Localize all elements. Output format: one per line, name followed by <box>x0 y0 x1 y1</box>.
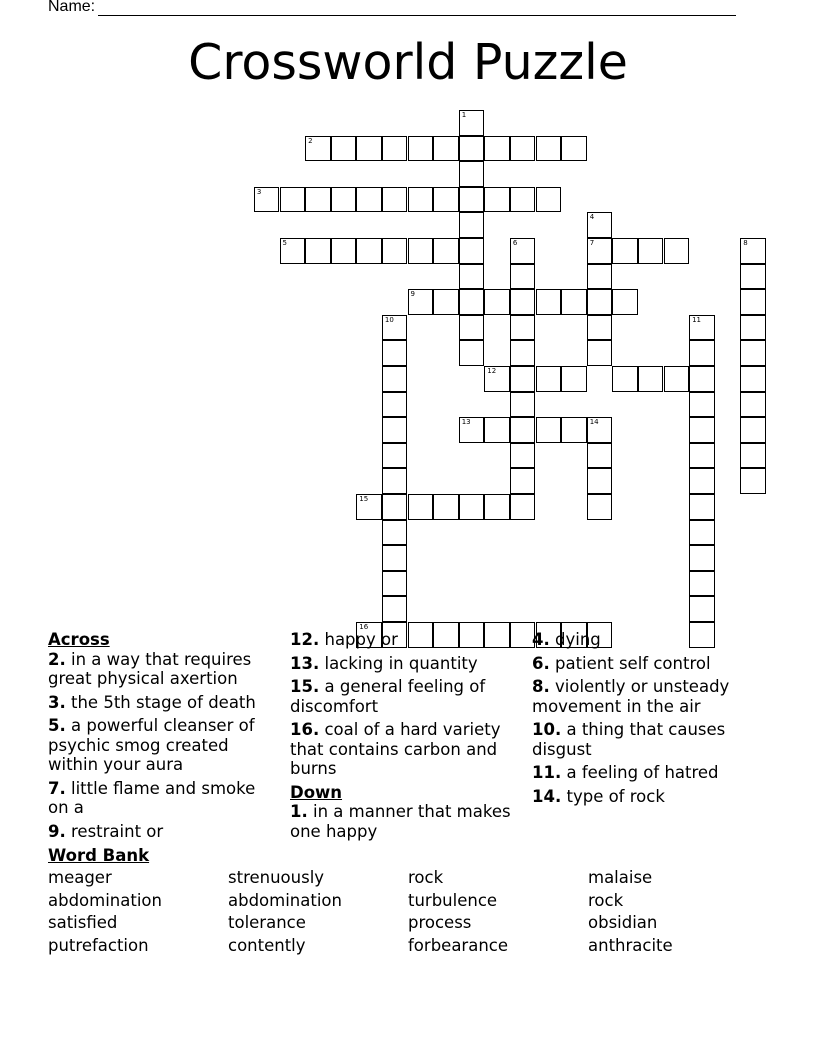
grid-cell[interactable] <box>587 494 613 520</box>
grid-cell[interactable] <box>689 571 715 597</box>
word-bank-word: malaise <box>588 868 653 887</box>
grid-cell[interactable] <box>356 136 382 162</box>
grid-cell[interactable] <box>587 340 613 366</box>
down-header: Down <box>290 782 343 802</box>
word-bank-word: putrefaction <box>48 936 149 955</box>
grid-cell[interactable] <box>587 238 613 264</box>
grid-cell[interactable] <box>331 238 357 264</box>
clue-text: a thing that causes disgust <box>532 720 726 759</box>
grid-cell[interactable] <box>510 315 536 341</box>
grid-cell[interactable] <box>587 417 613 443</box>
word-bank-word: anthracite <box>588 936 673 955</box>
grid-cell[interactable] <box>305 187 331 213</box>
grid-cell[interactable] <box>433 238 459 264</box>
grid-cell[interactable] <box>459 417 485 443</box>
down-clue <box>532 787 772 807</box>
grid-cell[interactable] <box>459 315 485 341</box>
clue-text: coal of a hard variety that contains carbon and burns <box>290 720 501 778</box>
grid-cell[interactable] <box>561 366 587 392</box>
grid-cell[interactable] <box>510 340 536 366</box>
grid-cell[interactable] <box>433 494 459 520</box>
across-clue <box>290 630 515 650</box>
grid-cell[interactable] <box>305 136 331 162</box>
clue-number: 5. <box>48 716 66 735</box>
page-title: Crossworld Puzzle <box>188 34 628 91</box>
grid-cell[interactable] <box>382 238 408 264</box>
cell-number: 10 <box>384 315 394 324</box>
clue-number: 7. <box>48 778 66 798</box>
grid-cell[interactable] <box>536 136 562 162</box>
grid-cell[interactable] <box>510 264 536 290</box>
cell-number: 14 <box>589 418 599 427</box>
grid-cell[interactable] <box>664 366 690 392</box>
grid-cell[interactable] <box>305 238 331 264</box>
grid-cell[interactable] <box>356 187 382 213</box>
grid-cell[interactable] <box>510 417 536 443</box>
grid-cell[interactable] <box>459 238 485 264</box>
grid-cell[interactable] <box>536 289 562 315</box>
grid-cell[interactable] <box>510 289 536 315</box>
across-header: Across <box>48 630 110 649</box>
grid-cell[interactable] <box>484 289 510 315</box>
grid-cell[interactable] <box>740 468 766 494</box>
word-bank-word: turbulence <box>408 891 498 910</box>
grid-cell[interactable] <box>740 289 766 315</box>
across-clue <box>290 654 515 674</box>
word-bank-header: Word Bank <box>48 846 150 865</box>
grid-cell[interactable] <box>382 494 408 520</box>
grid-cell[interactable] <box>433 187 459 213</box>
grid-cell[interactable] <box>433 136 459 162</box>
grid-cell[interactable] <box>280 238 306 264</box>
grid-cell[interactable] <box>587 443 613 469</box>
clue-number: 2. <box>48 649 66 669</box>
cell-number: 5 <box>282 239 287 247</box>
word-bank-word: obsidian <box>588 913 658 932</box>
word-bank-word: meager <box>48 868 112 887</box>
grid-cell[interactable] <box>408 494 434 520</box>
grid-cell[interactable] <box>689 417 715 443</box>
word-bank-word: forbearance <box>408 936 508 955</box>
grid-cell[interactable] <box>459 187 485 213</box>
clue-text: a general feeling of discomfort <box>290 677 486 716</box>
grid-cell[interactable] <box>561 417 587 443</box>
grid-cell[interactable] <box>740 264 766 290</box>
grid-cell[interactable] <box>408 238 434 264</box>
down-clue <box>532 677 772 716</box>
grid-cell[interactable] <box>459 161 485 187</box>
grid-cell[interactable] <box>459 110 485 136</box>
clue-number: 14. <box>532 786 562 806</box>
word-bank-word: rock <box>588 891 624 910</box>
grid-cell[interactable] <box>510 494 536 520</box>
down-clue <box>532 763 772 783</box>
grid-cell[interactable] <box>484 187 510 213</box>
word-bank-word: abdomination <box>228 891 342 910</box>
across-clue <box>48 716 273 775</box>
grid-cell[interactable] <box>587 289 613 315</box>
grid-cell[interactable] <box>382 417 408 443</box>
grid-cell[interactable] <box>587 315 613 341</box>
clue-text: a feeling of hatred <box>566 763 719 782</box>
grid-cell[interactable] <box>587 212 613 238</box>
grid-cell[interactable] <box>689 545 715 571</box>
grid-cell[interactable] <box>638 238 664 264</box>
word-bank-word: process <box>408 913 472 932</box>
clue-text: violently or unsteady movement in the air <box>532 677 730 716</box>
across-clue <box>48 779 273 818</box>
grid-cell[interactable] <box>689 468 715 494</box>
grid-cell[interactable] <box>689 596 715 622</box>
cell-number: 3 <box>256 187 262 196</box>
clue-text: dying <box>555 630 601 649</box>
grid-cell[interactable] <box>459 340 485 366</box>
grid-cell[interactable] <box>510 238 536 264</box>
grid-cell[interactable] <box>382 545 408 571</box>
cell-number: 8 <box>743 239 748 247</box>
grid-cell[interactable] <box>740 443 766 469</box>
grid-cell[interactable] <box>254 187 280 213</box>
grid-cell[interactable] <box>510 187 536 213</box>
grid-cell[interactable] <box>510 366 536 392</box>
grid-cell[interactable] <box>689 443 715 469</box>
clue-number: 9. <box>48 821 66 841</box>
cell-number: 1 <box>461 111 467 119</box>
across-clue <box>48 650 273 689</box>
clue-text: restraint or <box>71 821 164 841</box>
clue-text: type of rock <box>566 786 665 806</box>
down-clue <box>290 802 515 841</box>
word-bank-word: rock <box>408 868 444 887</box>
grid-cell[interactable] <box>408 136 434 162</box>
grid-cell[interactable] <box>459 136 485 162</box>
clue-number: 1. <box>290 802 308 821</box>
grid-cell[interactable] <box>280 187 306 213</box>
cell-number: 12 <box>487 367 497 375</box>
clue-column-2 <box>290 630 515 845</box>
down-clue <box>532 630 772 650</box>
grid-cell[interactable] <box>612 366 638 392</box>
grid-cell[interactable] <box>689 392 715 418</box>
word-bank-word: contently <box>228 936 306 955</box>
clue-column-3 <box>532 630 772 810</box>
grid-cell[interactable] <box>484 136 510 162</box>
grid-cell[interactable] <box>510 468 536 494</box>
cell-number: 2 <box>308 136 313 145</box>
cell-number: 9 <box>410 290 415 299</box>
grid-cell[interactable] <box>612 289 638 315</box>
clue-number: 10. <box>532 720 562 739</box>
cell-number: 16 <box>359 623 369 631</box>
grid-cell[interactable] <box>510 443 536 469</box>
grid-cell[interactable] <box>561 289 587 315</box>
grid-cell[interactable] <box>740 417 766 443</box>
grid-cell[interactable] <box>356 494 382 520</box>
word-bank-word: strenuously <box>228 868 325 887</box>
grid-cell[interactable] <box>382 468 408 494</box>
grid-cell[interactable] <box>331 187 357 213</box>
grid-cell[interactable] <box>689 520 715 546</box>
clue-number: 4. <box>532 630 550 649</box>
cell-number: 4 <box>589 213 595 222</box>
across-clue <box>290 720 515 779</box>
clue-text: happy or <box>324 630 398 649</box>
grid-cell[interactable] <box>484 494 510 520</box>
grid-cell[interactable] <box>689 340 715 366</box>
grid-cell[interactable] <box>689 366 715 392</box>
grid-cell[interactable] <box>638 366 664 392</box>
down-clue <box>532 720 772 759</box>
grid-cell[interactable] <box>382 366 408 392</box>
cell-number: 15 <box>359 495 369 503</box>
grid-cell[interactable] <box>382 596 408 622</box>
clue-number: 15. <box>290 677 320 696</box>
clue-number: 12. <box>290 630 320 649</box>
clue-text: in a manner that makes one happy <box>290 802 511 841</box>
across-clue <box>48 822 273 842</box>
cell-number: 13 <box>461 418 471 427</box>
down-clue <box>532 654 772 674</box>
grid-cell[interactable] <box>740 340 766 366</box>
clue-text: patient self control <box>555 653 711 673</box>
clue-text: in a way that requires great physical axertion <box>48 649 252 688</box>
grid-cell[interactable] <box>740 238 766 264</box>
across-clue <box>48 693 273 713</box>
grid-cell[interactable] <box>459 212 485 238</box>
name-label: Name: <box>48 0 96 15</box>
cell-number: 6 <box>512 239 518 247</box>
grid-cell[interactable] <box>382 392 408 418</box>
grid-cell[interactable] <box>587 468 613 494</box>
grid-cell[interactable] <box>510 136 536 162</box>
grid-cell[interactable] <box>689 315 715 341</box>
grid-cell[interactable] <box>536 417 562 443</box>
grid-cell[interactable] <box>459 494 485 520</box>
clue-text: lacking in quantity <box>324 653 478 673</box>
clue-number: 11. <box>532 763 562 782</box>
grid-cell[interactable] <box>408 289 434 315</box>
clue-number: 3. <box>48 692 66 712</box>
clue-number: 6. <box>532 653 550 673</box>
grid-cell[interactable] <box>510 392 536 418</box>
word-bank-word: abdomination <box>48 891 162 910</box>
word-bank-word: satisfied <box>48 913 118 932</box>
grid-cell[interactable] <box>561 136 587 162</box>
cell-number: 11 <box>692 315 702 324</box>
clue-text: little flame and smoke on a <box>48 778 256 817</box>
grid-cell[interactable] <box>382 571 408 597</box>
grid-cell[interactable] <box>587 264 613 290</box>
grid-cell[interactable] <box>433 289 459 315</box>
grid-cell[interactable] <box>382 520 408 546</box>
grid-cell[interactable] <box>740 392 766 418</box>
grid-cell[interactable] <box>689 494 715 520</box>
grid-cell[interactable] <box>382 187 408 213</box>
grid-cell[interactable] <box>612 238 638 264</box>
grid-cell[interactable] <box>459 289 485 315</box>
grid-cell[interactable] <box>382 136 408 162</box>
grid-cell[interactable] <box>664 238 690 264</box>
across-clue <box>290 677 515 716</box>
grid-cell[interactable] <box>740 366 766 392</box>
clue-text: a powerful cleanser of psychic smog created within your aura <box>48 716 255 774</box>
grid-cell[interactable] <box>356 238 382 264</box>
grid-cell[interactable] <box>382 340 408 366</box>
grid-cell[interactable] <box>484 366 510 392</box>
grid-cell[interactable] <box>408 187 434 213</box>
grid-cell[interactable] <box>536 187 562 213</box>
grid-cell[interactable] <box>459 264 485 290</box>
grid-cell[interactable] <box>536 366 562 392</box>
clue-text: the 5th stage of death <box>71 692 256 712</box>
clue-number: 8. <box>532 677 550 696</box>
cell-number: 7 <box>589 239 595 247</box>
grid-cell[interactable] <box>382 315 408 341</box>
grid-cell[interactable] <box>740 315 766 341</box>
clue-number: 13. <box>290 653 320 673</box>
grid-cell[interactable] <box>484 417 510 443</box>
clue-number: 16. <box>290 720 320 739</box>
clue-column-1 <box>48 630 273 845</box>
word-bank-word: tolerance <box>228 913 306 932</box>
grid-cell[interactable] <box>331 136 357 162</box>
grid-cell[interactable] <box>382 443 408 469</box>
